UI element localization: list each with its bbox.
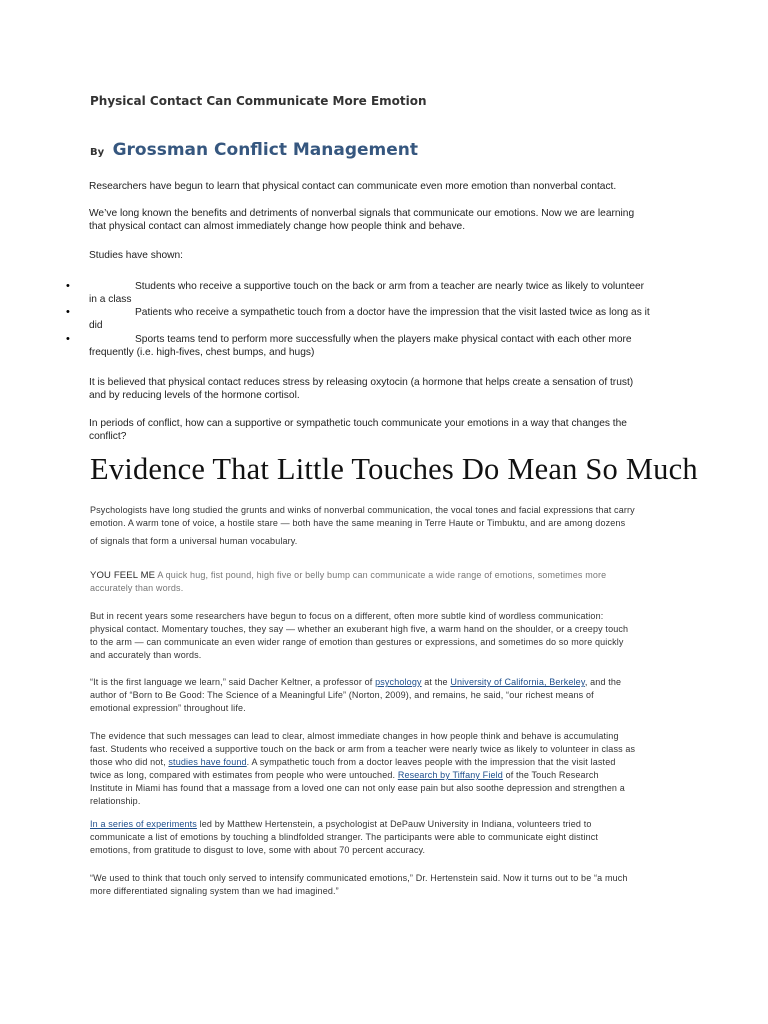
paragraph-question xyxy=(89,417,679,443)
text-run: twice as long, compared with estimates from people who were untouched. xyxy=(90,770,398,780)
text-line: conflict? xyxy=(89,431,127,442)
text-line: The evidence that such messages can lead to clear, almost immediate changes in how people think and behave is accumulating xyxy=(90,731,619,741)
uc-berkeley-link[interactable]: University of California, Berkeley xyxy=(450,677,585,687)
byline-prefix: By xyxy=(90,147,105,158)
text-line: emotional expression” throughout life. xyxy=(90,703,246,713)
text-line: physical contact. Momentary touches, they say — whether an exuberant high five, a warm hand on the shoulder, or a creepy touch xyxy=(90,624,629,634)
text-line: communicate a list of emotions by touching a blindfolded stranger. The participants were able to communicate eight distinct xyxy=(90,832,599,842)
byline-author: Grossman Conflict Management xyxy=(112,140,418,160)
text-line: author of “Born to Be Good: The Science of a Meaningful Life” (Norton, 2009), and remains, he said, “our richest means of xyxy=(90,690,594,700)
list-item xyxy=(89,280,679,306)
series-of-experiments-link[interactable]: In a series of experiments xyxy=(90,819,197,829)
article-paragraph-2 xyxy=(90,610,680,662)
article-paragraph-6 xyxy=(90,872,680,898)
list-item-text: did xyxy=(89,320,103,331)
psychology-link[interactable]: psychology xyxy=(375,677,422,687)
text-run: , and the xyxy=(584,677,622,687)
text-run: those who did not, xyxy=(90,757,169,767)
article-paragraph-4 xyxy=(90,730,680,808)
article-paragraph-5 xyxy=(90,818,680,857)
text-run: . A sympathetic touch from a doctor leaves people with the impression that the visit lasted xyxy=(246,757,616,767)
text-line: “We used to think that touch only served to intensify communicated emotions,” Dr. Hertenstein said. Now it turns out to be “a much xyxy=(90,873,628,883)
text-line: emotion. A warm tone of voice, a hostile stare — both have the same meaning in Terre Haute or Timbuktu, and are among dozens xyxy=(90,518,626,528)
text-line: In periods of conflict, how can a supportive or sympathetic touch communicate your emotions in a way that changes the xyxy=(89,418,627,429)
caption-tag: YOU FEEL ME xyxy=(90,570,156,581)
text-line: that physical contact can almost immediately change how people think and behave. xyxy=(89,221,466,232)
bullet-icon: • xyxy=(66,306,70,318)
text-line: to the arm — can communicate an even wider range of emotion than gestures or expressions, and sometimes do so more quickly xyxy=(90,637,624,647)
text-line: Institute in Miami has found that a massage from a loved one can not only ease pain but also soothe depression and strengthen a xyxy=(90,783,625,793)
list-item-text: Patients who receive a sympathetic touch from a doctor have the impression that the visit lasted twice as long as it xyxy=(135,307,650,318)
caption-text: A quick hug, fist pound, high five or belly bump can communicate a wide range of emotions, sometimes more xyxy=(157,570,607,580)
text-line: fast. Students who received a supportive touch on the back or arm from a teacher were nearly twice as likely to volunteer in class as xyxy=(90,744,636,754)
paragraph-oxytocin xyxy=(89,376,679,402)
list-item-text: in a class xyxy=(89,294,132,305)
text-line: emotions, from gratitude to disgust to love, some with about 70 percent accuracy. xyxy=(90,845,426,855)
photo-caption xyxy=(90,569,680,595)
bullet-icon: • xyxy=(66,333,70,345)
article-paragraph-1 xyxy=(90,504,680,548)
text-run: of the Touch Research xyxy=(502,770,599,780)
text-line: We’ve long known the benefits and detriments of nonverbal signals that communicate our emotions. Now we are learning xyxy=(89,208,635,219)
byline xyxy=(90,140,690,160)
paragraph-nonverbal xyxy=(89,207,679,233)
text-line: of signals that form a universal human vocabulary. xyxy=(90,536,298,546)
list-item xyxy=(89,333,679,359)
text-line: more differentiated signaling system than we had imagined.” xyxy=(90,886,339,896)
article-paragraph-3 xyxy=(90,676,680,715)
article-headline: Evidence That Little Touches Do Mean So Much xyxy=(90,452,698,486)
text-line: and accurately than words. xyxy=(90,650,202,660)
text-line: It is believed that physical contact reduces stress by releasing oxytocin (a hormone that helps create a sensation of trust) xyxy=(89,377,634,388)
text-line: Psychologists have long studied the grunts and winks of nonverbal communication, the vocal tones and facial expressions that carry xyxy=(90,505,635,515)
caption-text: accurately than words. xyxy=(90,583,184,593)
bullet-icon: • xyxy=(66,280,70,292)
tiffany-field-research-link[interactable]: Research by Tiffany Field xyxy=(397,770,503,780)
text-line: But in recent years some researchers have begun to focus on a different, often more subtle kind of wordless communication: xyxy=(90,611,604,621)
text-line: and by reducing levels of the hormone cortisol. xyxy=(89,390,300,401)
text-line: relationship. xyxy=(90,796,141,806)
text-run: “It is the first language we learn,” said Dacher Keltner, a professor of xyxy=(90,677,376,687)
intro-paragraph: Researchers have begun to learn that physical contact can communicate even more emotion than nonverbal contact. xyxy=(89,181,617,192)
studies-have-found-link[interactable]: studies have found xyxy=(168,757,247,767)
list-item-text: Sports teams tend to perform more successfully when the players make physical contact with each other more xyxy=(135,334,632,345)
list-item xyxy=(89,306,679,332)
list-item-text: frequently (i.e. high-fives, chest bumps, and hugs) xyxy=(89,347,315,358)
memo-title: Physical Contact Can Communicate More Emotion xyxy=(90,94,427,108)
studies-label: Studies have shown: xyxy=(89,250,184,261)
text-run: led by Matthew Hertenstein, a psychologist at DePauw University in Indiana, volunteers tried to xyxy=(196,819,592,829)
list-item-text: Students who receive a supportive touch on the back or arm from a teacher are nearly twice as likely to volunteer xyxy=(135,281,645,292)
text-run: at the xyxy=(421,677,451,687)
